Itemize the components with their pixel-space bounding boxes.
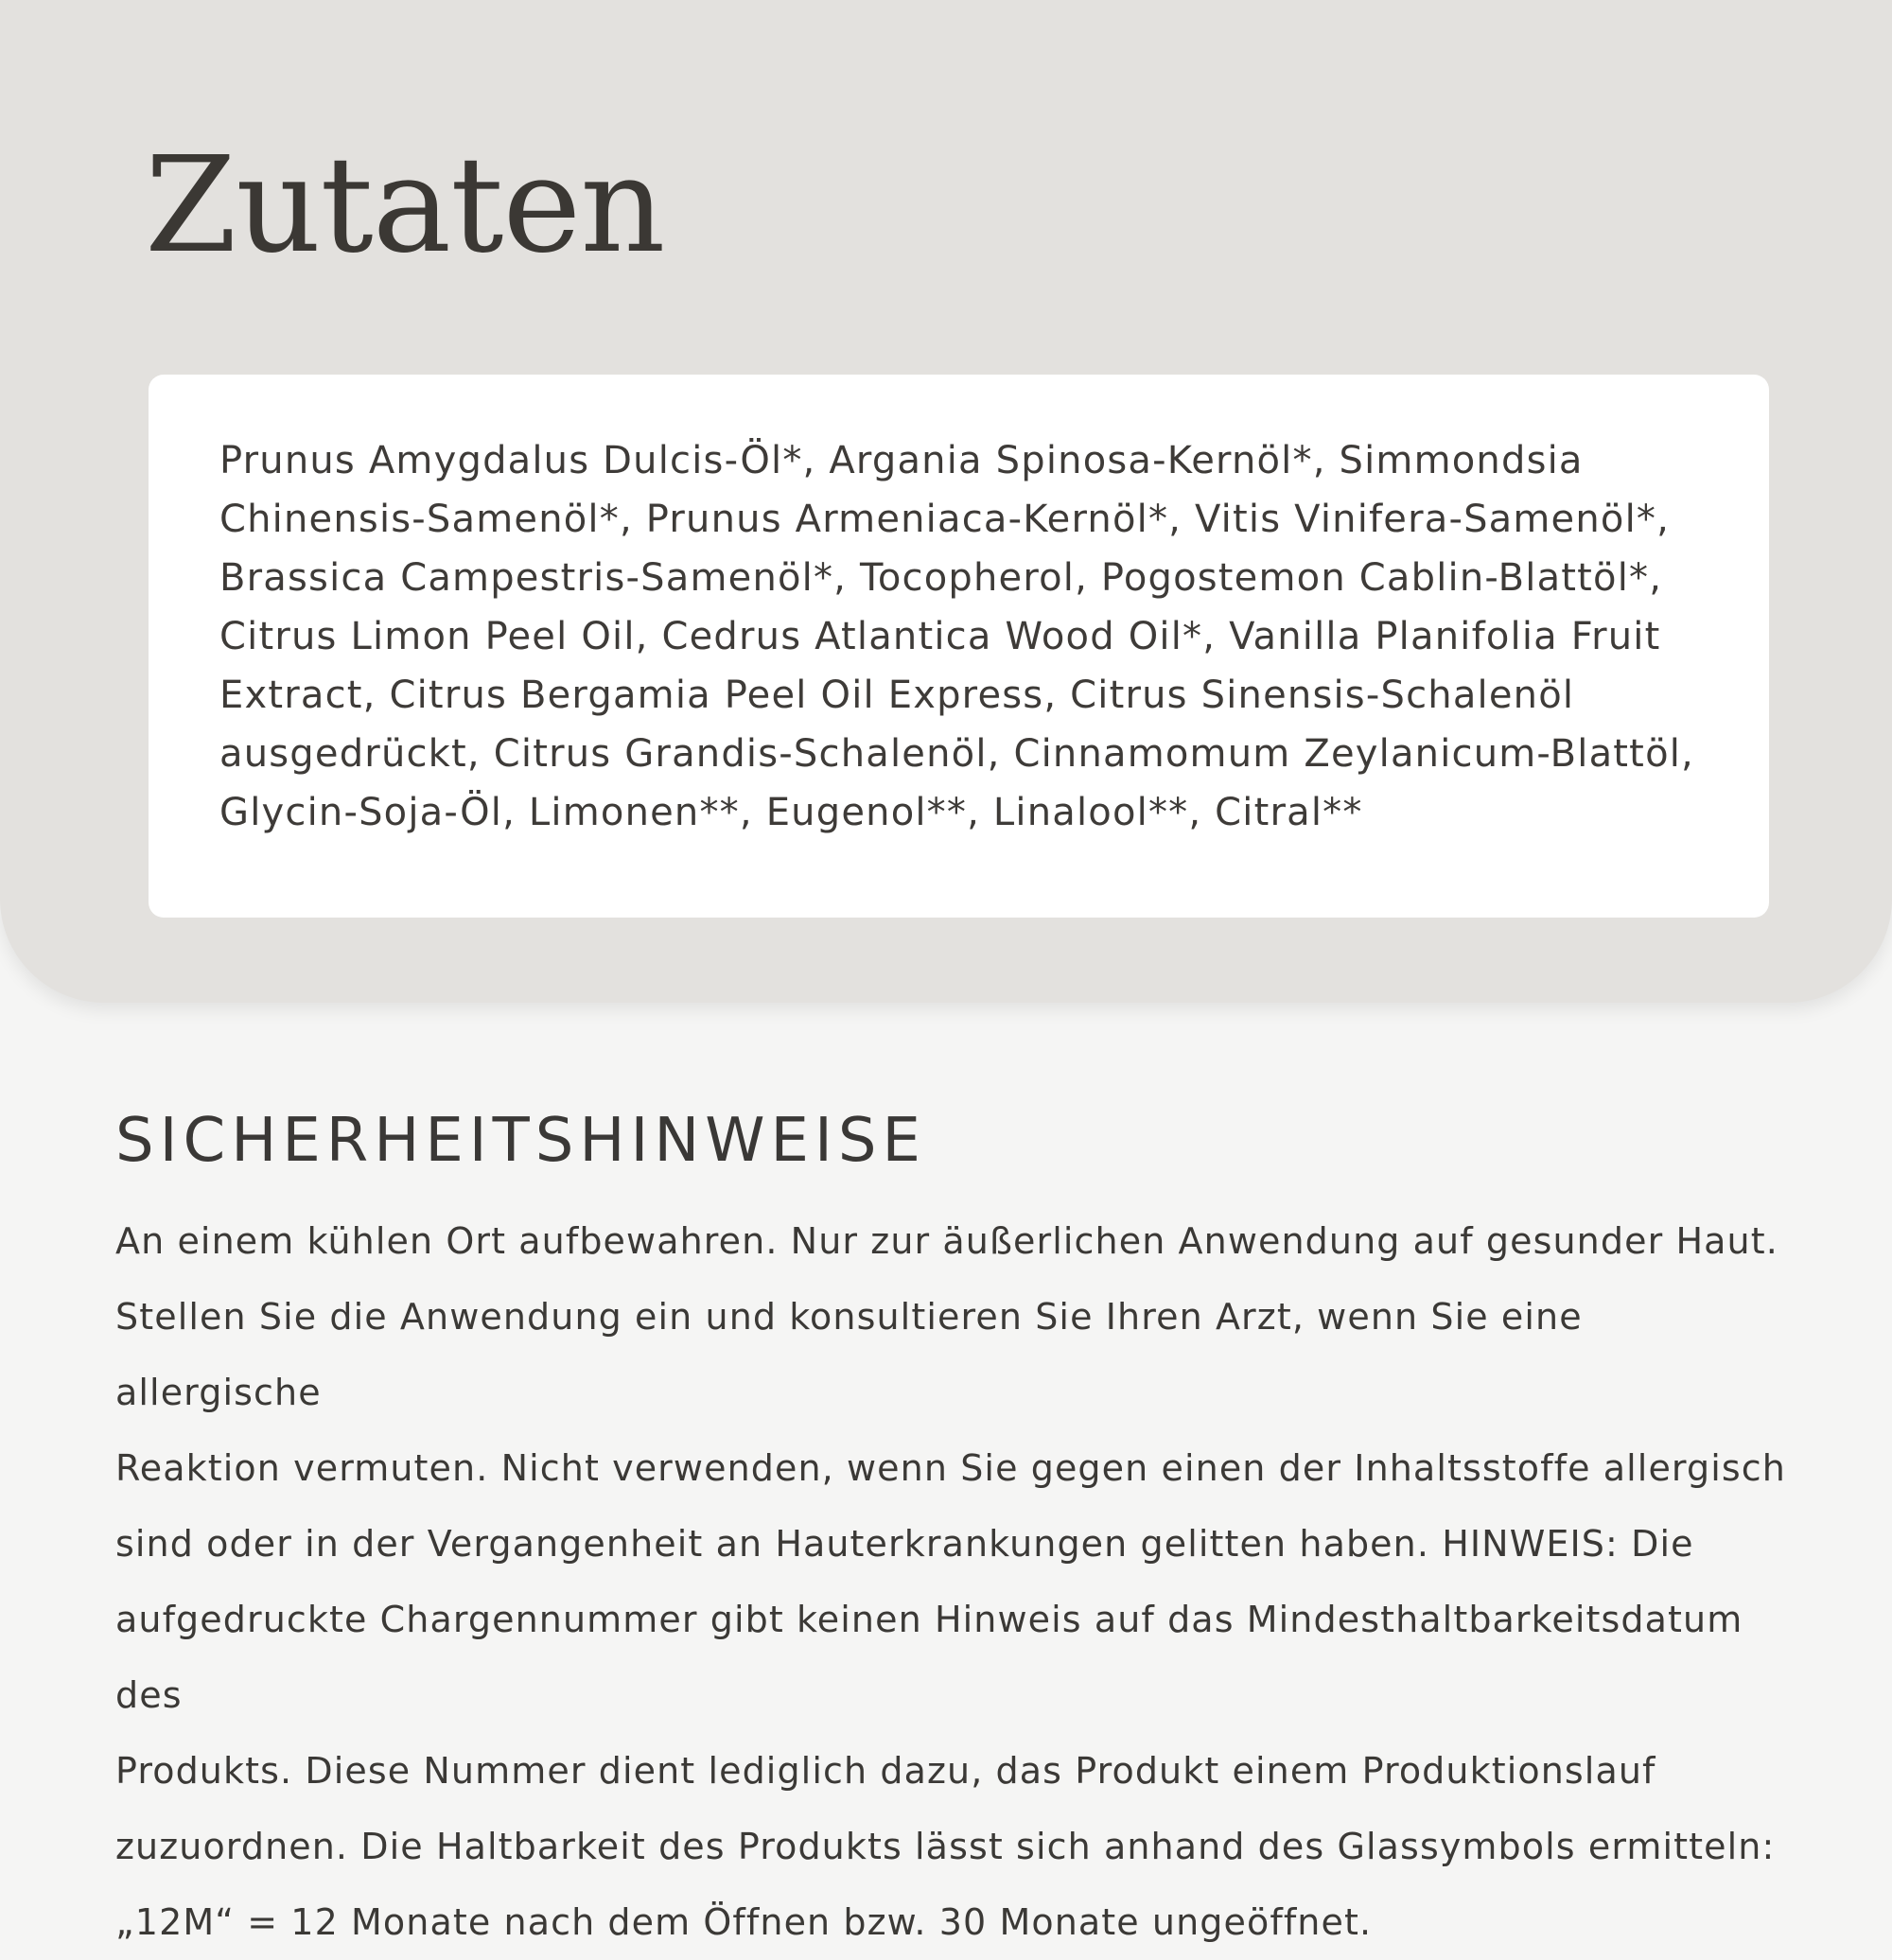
safety-text: An einem kühlen Ort aufbewahren. Nur zur äußerlichen Anwendung auf gesunder Haut. Stellen Sie die Anwendung ein und konsultieren Sie Ihren Arzt, wenn Sie eine allergische Reaktion vermuten. Nicht verwenden, wenn Sie gegen einen der Inhaltsstoffe allergisch sind oder in der Vergangenheit an Hauterkrankungen gelitten haben. HINWEIS: Die aufgedruckte Chargennummer gibt keinen Hinweis auf das Mindesthaltbarkeitsdatum des Produkts. Diese Nummer dient lediglich dazu, das Produkt einem Produktionslauf zuzuordnen. Die Haltbarkeit des Produkts lässt sich anhand des Glassymbols ermitteln: „12M“ = 12 Monate nach dem Öffnen bzw. 30 Monate ungeöffnet. [115, 1220, 1786, 1943]
ingredients-card [149, 375, 1769, 918]
safety-heading: SICHERHEITSHINWEISE [115, 1106, 926, 1176]
ingredients-list: Prunus Amygdalus Dulcis-Öl*, Argania Spinosa-Kernöl*, Simmondsia Chinensis-Samenöl*, Prunus Armeniaca-Kernöl*, Vitis Vinifera-Samenöl*, Brassica Campestris-Samenöl*, Tocopherol, Pogostemon Cablin-Blattöl*, Citrus Limon Peel Oil, Cedrus Atlantica Wood Oil*, Vanilla Planifolia Fruit Extract, Citrus Bergamia Peel Oil Express, Citrus Sinensis-Schalenöl ausgedrückt, Citrus Grandis-Schalenöl, Cinnamomum Zeylanicum-Blattöl, Glycin-Soja-Öl, Limonen**, Eugenol**, Linalool**, Citral** [219, 439, 1694, 834]
ingredients-title: Zutaten [145, 129, 665, 283]
